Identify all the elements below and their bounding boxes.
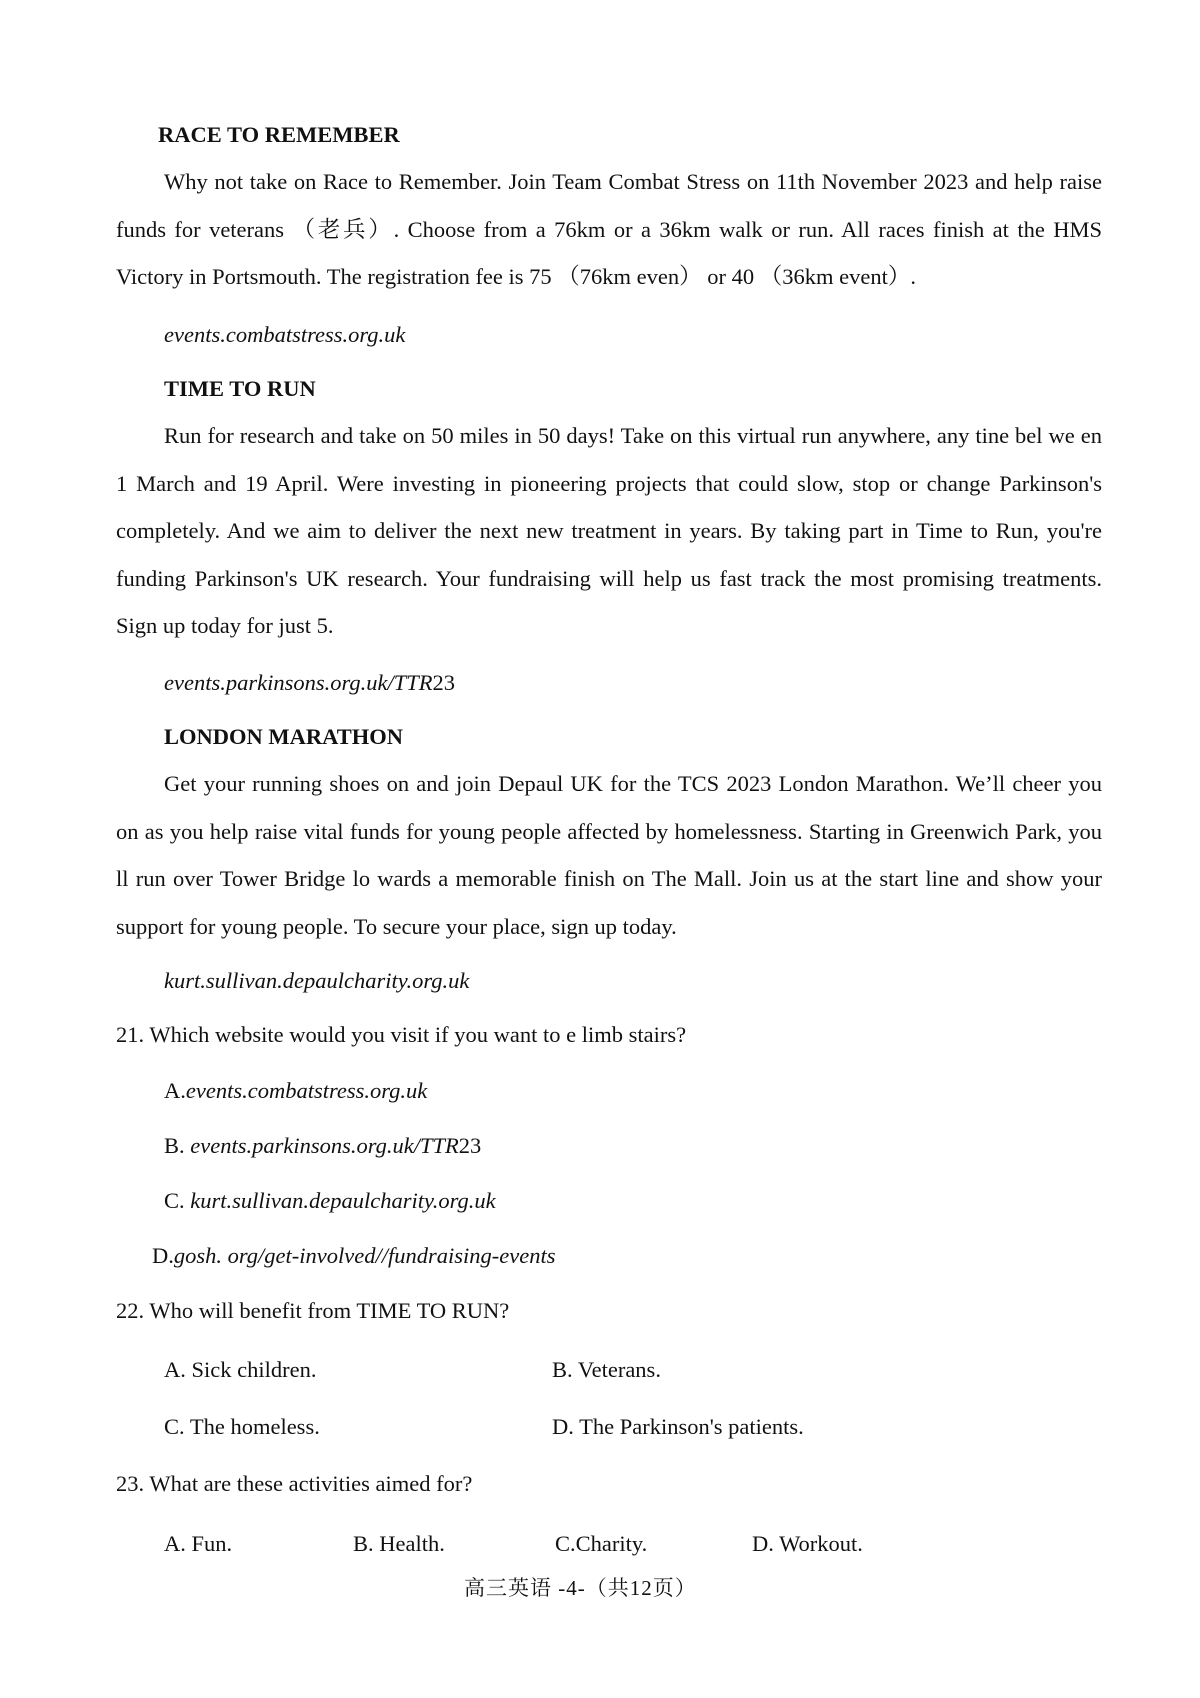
option-text: gosh. org/get-involved//fundraising-events xyxy=(173,1243,556,1268)
question-23-stem: 23. What are these activities aimed for? xyxy=(116,1471,473,1496)
question-22-stem: 22. Who will benefit from TIME TO RUN? xyxy=(116,1298,510,1323)
question-21-option-b xyxy=(164,1133,481,1159)
question-21-stem: 21. Which website would you visit if you want to e limb stairs? xyxy=(116,1022,687,1047)
question-21-option-c xyxy=(164,1188,496,1214)
question-22-option-b: B. Veterans. xyxy=(552,1357,661,1382)
url-parkinsons-suffix: 23 xyxy=(432,670,456,695)
url-depaulcharity: kurt.sullivan.depaulcharity.org.uk xyxy=(164,968,470,993)
option-letter: D. xyxy=(152,1243,174,1268)
option-letter: A. xyxy=(164,1078,186,1103)
section-heading-time-to-run: TIME TO RUN xyxy=(164,376,316,401)
option-letter: B. xyxy=(164,1133,191,1158)
question-22-option-a: A. Sick children. xyxy=(164,1357,317,1382)
section-heading-london-marathon: LONDON MARATHON xyxy=(164,724,403,749)
question-23-option-a: A. Fun. xyxy=(164,1531,233,1556)
option-text: events.parkinsons.org.uk/TTR xyxy=(190,1133,459,1158)
section-body-london-marathon: Get your running shoes on and join Depaul UK for the TCS 2023 London Marathon. We’ll cheer you on as you help raise vital funds for young people affected by homelessness. Starting in Greenwich Park, you ll run over Tower Bridge lo wards a memorable finish on The Mall. Join us at the start line and show your support for young people. To secure your place, sign up today. xyxy=(116,771,1102,939)
question-21-option-d xyxy=(152,1243,555,1269)
question-23-option-c: C.Charity. xyxy=(555,1531,648,1556)
page-footer: 高三英语 -4-（共12页） xyxy=(464,1576,697,1600)
option-text: events.combatstress.org.uk xyxy=(185,1078,428,1103)
section-body-time-to-run: Run for research and take on 50 miles in 50 days! Take on this virtual run anywhere, any tine bel we en 1 March and 19 April. Were investing in pioneering projects that could slow, stop or change Parkinson's completely. And we aim to deliver the next new treatment in years. By taking part in Time to Run, you're funding Parkinson's UK research. Your fundraising will help us fast track the most promising treatments. Sign up today for just 5. xyxy=(116,423,1102,638)
option-suffix: 23 xyxy=(458,1133,482,1158)
section-heading-race-to-remember: RACE TO REMEMBER xyxy=(158,122,400,147)
question-22-option-c: C. The homeless. xyxy=(164,1414,320,1439)
url-parkinsons-path: events.parkinsons.org.uk/TTR xyxy=(164,670,433,695)
section-body-race-to-remember: Why not take on Race to Remember. Join Team Combat Stress on 11th November 2023 and help raise funds for veterans （老兵）. Choose from a 76km or a 36km walk or run. All races finish at the HMS Victory in Portsmouth. The registration fee is 75 （76km even） or 40 （36km event）. xyxy=(116,169,1102,289)
question-23-option-b: B. Health. xyxy=(353,1531,445,1556)
question-22-option-d: D. The Parkinson's patients. xyxy=(552,1414,804,1439)
option-letter: C. xyxy=(164,1188,191,1213)
option-text: kurt.sullivan.depaulcharity.org.uk xyxy=(190,1188,496,1213)
question-23-option-d: D. Workout. xyxy=(752,1531,863,1556)
url-parkinsons xyxy=(164,670,455,696)
question-21-option-a xyxy=(164,1078,427,1104)
url-combatstress: events.combatstress.org.uk xyxy=(164,322,406,347)
